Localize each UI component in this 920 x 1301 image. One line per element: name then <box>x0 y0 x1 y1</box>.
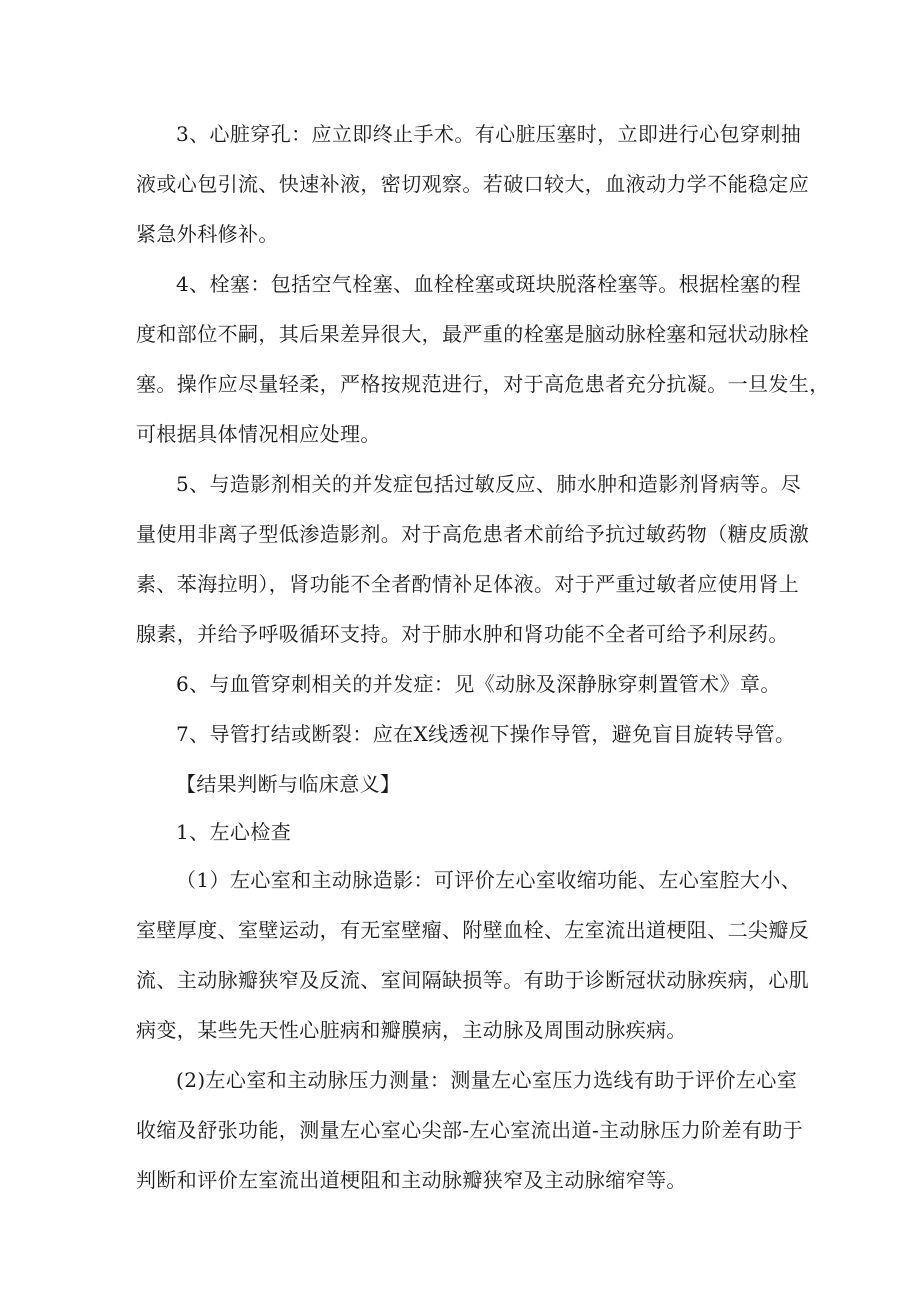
text-line: （1）左心室和主动脉造影：可评价左心室收缩功能、左心室腔大小、 <box>176 868 802 892</box>
text-line: 判断和评价左室流出道梗阻和主动脉瓣狭窄及主动脉缩窄等。 <box>136 1168 687 1192</box>
text-line: 6、与血管穿刺相关的并发症：见《动脉及深静脉穿刺置管术》章。 <box>176 672 781 696</box>
text-line: 紧急外科修补。 <box>136 222 279 246</box>
section-heading: 【结果判断与临床意义】 <box>176 772 401 796</box>
text-line: 腺素，并给予呼吸循环支持。对于肺水肿和肾功能不全者可给予利尿药。 <box>136 622 789 646</box>
text-line: 3、心脏穿孔：应立即终止手术。有心脏压塞时，立即进行心包穿刺抽 <box>176 122 802 146</box>
subsection-heading: 1、左心检查 <box>176 820 292 844</box>
text-line: 度和部位不嗣，其后果差异很大，最严重的栓塞是脑动脉栓塞和冠状动脉栓 <box>136 322 810 346</box>
text-line: 流、主动脉瓣狭窄及反流、室间隔缺损等。有助于诊断冠状动脉疾病，心肌 <box>136 968 810 992</box>
text-line: 液或心包引流、快速补液，密切观察。若破口较大，血液动力学不能稳定应 <box>136 172 810 196</box>
text-line: (2)左心室和主动脉压力测量：测量左心室压力选线有助于评价左心室 <box>176 1068 798 1092</box>
text-line: 塞。操作应尽量轻柔，严格按规范进行，对于高危患者充分抗凝。一旦发生， <box>136 372 830 396</box>
text-line: 7、导管打结或断裂：应在X线透视下操作导管，避免盲目旋转导管。 <box>176 722 796 746</box>
text-line: 素、苯海拉明），肾功能不全者酌情补足体液。对于严重过敏者应使用肾上 <box>136 572 800 596</box>
text-line: 量使用非离子型低渗造影剂。对于高危患者术前给予抗过敏药物（糖皮质激 <box>136 522 810 546</box>
text-line: 室壁厚度、室壁运动，有无室壁瘤、附壁血栓、左室流出道梗阻、二尖瓣反 <box>136 918 810 942</box>
text-line: 病变，某些先天性心脏病和瓣膜病，主动脉及周围动脉疾病。 <box>136 1018 687 1042</box>
text-line: 可根据具体情况相应处理。 <box>136 422 381 446</box>
text-line: 4、栓塞：包括空气栓塞、血栓栓塞或斑块脱落栓塞等。根据栓塞的程 <box>176 272 802 296</box>
text-line: 5、与造影剂相关的并发症包括过敏反应、肺水肿和造影剂肾病等。尽 <box>176 472 802 496</box>
text-line: 收缩及舒张功能，测量左心室心尖部-左心室流出道-主动脉压力阶差有助于 <box>136 1118 804 1142</box>
